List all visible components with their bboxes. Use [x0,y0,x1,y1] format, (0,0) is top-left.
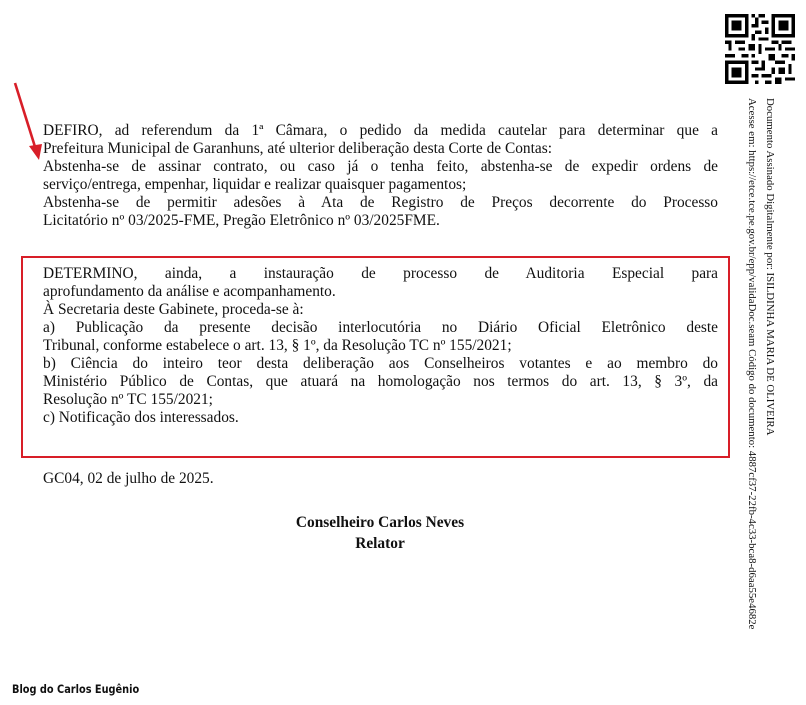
text-line: Prefeitura Municipal de Garanhuns, até ulterior deliberação desta Corte de Contas: [43,140,552,157]
text-line: DETERMINO, ainda, a instauração de processo de Auditoria Especial para [43,265,718,282]
blog-watermark: Blog do Carlos Eugênio [12,682,140,696]
signature-name: Conselheiro Carlos Neves [295,514,465,531]
side-text-signed-by: Documento Assinado Digitalmente por: ISILDINHA MARIA DE OLIVEIRA [764,98,776,436]
text-line: aprofundamento da análise e acompanhamento. [43,283,336,300]
text-line: DEFIRO, ad referendum da 1ª Câmara, o pedido da medida cautelar para determinar que a [43,122,718,139]
red-arrow-annotation [8,80,48,170]
text-line: Abstenha-se de assinar contrato, ou caso já o tenha feito, abstenha-se de expedir ordens de [43,158,718,175]
text-line: Abstenha-se de permitir adesões à Ata de Registro de Preços decorrente do Processo [43,194,718,211]
side-text-access: Acesse em: https://etce.tce.pe.gov.br/epp/validaDoc.seam Código do documento: 4887cf37-22fb-4c33-bca8-d6aa55e4682e [746,98,758,630]
paragraph-defiro [43,122,718,230]
digital-signature-sidebar [739,98,779,698]
signature-block [200,512,560,554]
text-line: À Secretaria deste Gabinete, proceda-se à: [43,301,304,318]
text-line: Tribunal, conforme estabelece o art. 13, § 1º, da Resolução TC nº 155/2021; [43,337,512,354]
text-line: c) Notificação dos interessados. [43,409,239,426]
text-line: Licitatório nº 03/2025-FME, Pregão Eletrônico nº 03/2025FME. [43,212,440,229]
text-line: Ministério Público de Contas, que atuará na homologação nos termos do art. 13, § 3º, da [43,373,718,390]
text-line: b) Ciência do inteiro teor desta deliberação aos Conselheiros votantes e ao membro do [43,355,718,372]
date-line: GC04, 02 de julho de 2025. [43,470,214,487]
qr-code-icon [725,14,795,84]
paragraph-determino [43,265,718,427]
text-line: serviço/entrega, empenhar, liquidar e realizar quaisquer pagamentos; [43,176,467,193]
signature-role: Relator [355,535,405,552]
text-line: a) Publicação da presente decisão interlocutória no Diário Oficial Eletrônico deste [43,319,718,336]
text-line: Resolução nº TC 155/2021; [43,391,213,408]
side-text [743,98,779,629]
